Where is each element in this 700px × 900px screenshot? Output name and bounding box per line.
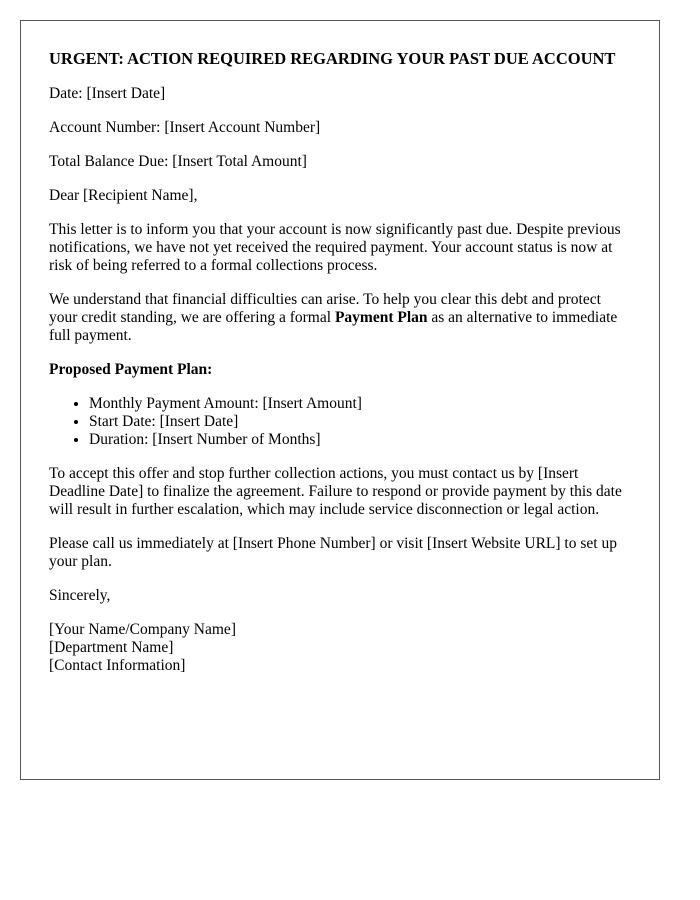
list-item: • Duration: [Insert Number of Months] [89,431,631,449]
signature-line: [Contact Information] [49,657,186,674]
letter-page [20,20,660,780]
signature-line: [Department Name] [49,639,174,656]
paragraph-contact: Please call us immediately at [Insert Phone Number] or visit [Insert Website URL] to set up your plan. [49,535,617,570]
offer-text-after: as an alternative to immediate full payment. [49,309,618,344]
plan-heading: Proposed Payment Plan: [49,361,213,378]
paragraph-past-due-notice: This letter is to inform you that your account is now significantly past due. Despite previous notifications, we have not yet received the required payment. Your account status is now at risk of being referred to a formal collections process. [49,221,621,274]
payment-plan-emphasis: Payment Plan [334,309,428,326]
paragraph-payment-plan-offer [49,291,631,345]
closing: Sincerely, [49,587,111,604]
salutation: Dear [Recipient Name], [49,187,198,204]
offer-text-before: We understand that financial difficulties can arise. To help you clear this debt and protect your credit standing, we are offering a formal [49,291,601,326]
paragraph-deadline: To accept this offer and stop further collection actions, you must contact us by [Insert Deadline Date] to finalize the agreement. Failure to respond or provide payment by this date will result in further escalation, which may include service disconnection or legal action. [49,465,622,518]
list-item: • Start Date: [Insert Date] [89,413,631,431]
date-line: Date: [Insert Date] [49,85,166,102]
account-number-line: Account Number: [Insert Account Number] [49,119,321,136]
letter-title: URGENT: ACTION REQUIRED REGARDING YOUR PAST DUE ACCOUNT [49,49,616,68]
list-item: • Monthly Payment Amount: [Insert Amount] [89,395,631,413]
plan-list [49,395,631,449]
balance-due-line: Total Balance Due: [Insert Total Amount] [49,153,307,170]
signature-block [49,621,631,675]
signature-line: [Your Name/Company Name] [49,621,236,638]
